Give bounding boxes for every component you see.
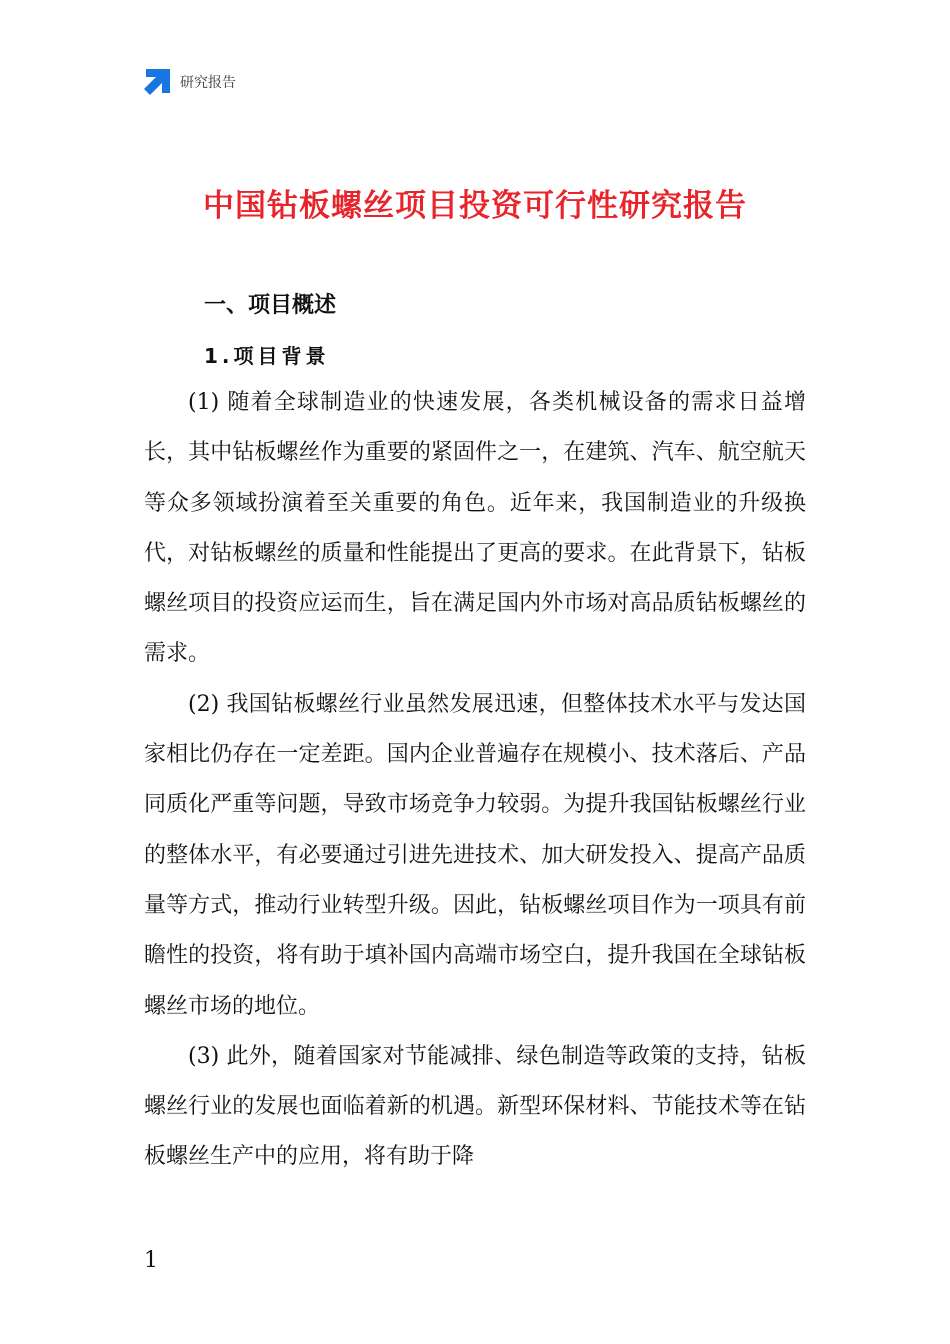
header-label: 研究报告	[180, 75, 236, 91]
paragraph-2: (2) 我国钻板螺丝行业虽然发展迅速，但整体技术水平与发达国家相比仍存在一定差距。国内企业普遍存在规模小、技术落后、产品同质化严重等问题，导致市场竞争力较弱。为提升我国钻板螺丝行业的整体水平，有必要通过引进先进技术、加大研发投入、提高产品质量等方式，推动行业转型升级。因此，钻板螺丝项目作为一项具有前瞻性的投资，将有助于填补国内高端市场空白，提升我国在全球钻板螺丝市场的地位。	[144, 691, 806, 1019]
arrow-logo-icon	[144, 69, 170, 95]
paragraph-1: (1) 随着全球制造业的快速发展，各类机械设备的需求日益增长，其中钻板螺丝作为重要的紧固件之一，在建筑、汽车、航空航天等众多领域扮演着至关重要的角色。近年来，我国制造业的升级换代，对钻板螺丝的质量和性能提出了更高的要求。在此背景下，钻板螺丝项目的投资应运而生，旨在满足国内外市场对高品质钻板螺丝的需求。	[144, 390, 806, 667]
section-heading: 一、项目概述	[204, 293, 337, 318]
document-title: 中国钻板螺丝项目投资可行性研究报告	[203, 188, 747, 224]
page-number: 1	[144, 1248, 158, 1273]
body-text	[144, 378, 806, 1183]
page-header	[144, 68, 236, 96]
paragraph-3: (3) 此外，随着国家对节能减排、绿色制造等政策的支持，钻板螺丝行业的发展也面临着新的机遇。新型环保材料、节能技术等在钻板螺丝生产中的应用，将有助于降	[144, 1043, 806, 1170]
subsection-heading: 1.项目背景	[204, 344, 330, 368]
